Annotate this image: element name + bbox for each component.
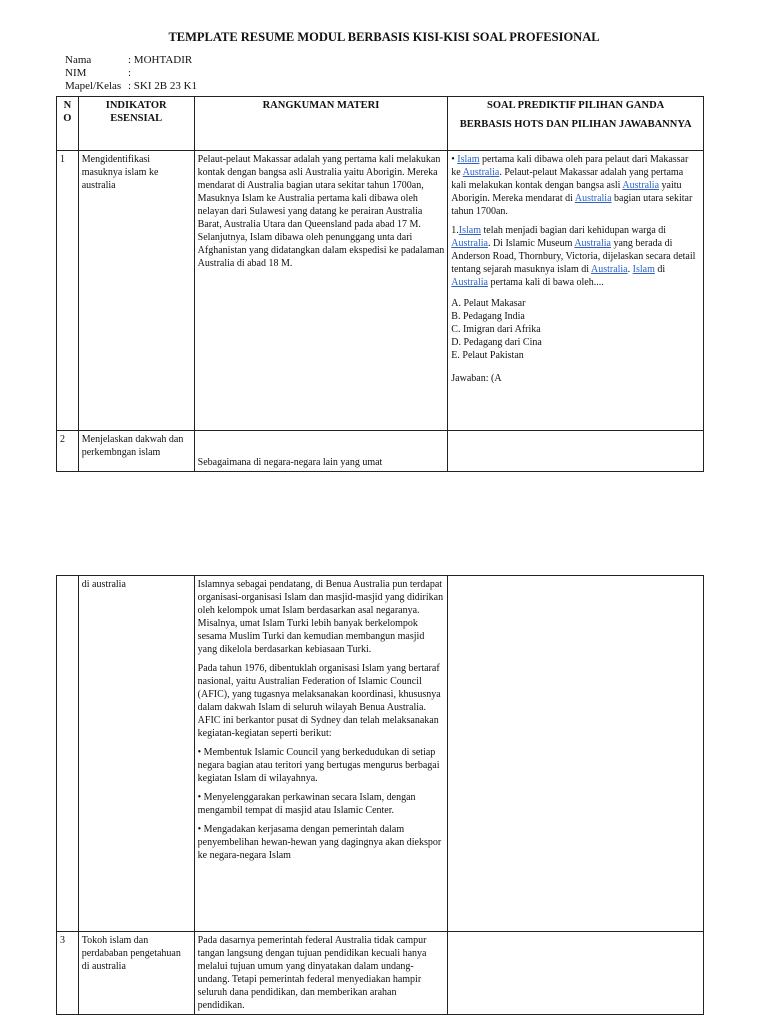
answer-key: Jawaban: (A xyxy=(451,373,502,384)
row2cont-soal xyxy=(448,576,704,932)
row2-rangkuman: Sebagaimana di negara-negara lain yang umat xyxy=(194,431,448,472)
australia-link[interactable]: Australia xyxy=(451,277,488,288)
identity-row-nim xyxy=(65,67,197,80)
identity-label: Nama xyxy=(65,54,92,66)
header-no: N O xyxy=(57,97,79,151)
resume-table-part-2 xyxy=(56,575,704,1015)
islam-link[interactable]: Islam xyxy=(458,225,481,236)
header-rangkuman: RANGKUMAN MATERI xyxy=(194,97,448,151)
australia-link[interactable]: Australia xyxy=(451,238,488,249)
header-soal-line1: SOAL PREDIKTIF PILIHAN GANDA xyxy=(487,100,665,111)
identity-row-nama xyxy=(65,54,197,67)
row1-soal xyxy=(448,151,704,431)
soal-question-paragraph: 1.Islam telah menjadi bagian dari kehidupan warga di Australia. Di Islamic Museum Australia yang berada di Anderson Road, Thornbury, Victoria, dijelaskan secara detail tentang sejarah masuknya islam di Australia. Islam di Australia pertama kali di bawa oleh.... xyxy=(451,225,696,288)
answer-options xyxy=(451,297,700,362)
row3-soal xyxy=(448,932,704,1015)
islam-link[interactable]: Islam xyxy=(457,154,480,165)
identity-value: : MOHTADIR xyxy=(128,54,193,66)
row3-no: 3 xyxy=(57,932,79,1015)
identity-label: NIM xyxy=(65,67,87,79)
rangkuman-paragraph: Pada tahun 1976, dibentuklah organisasi Islam yang bertaraf nasional, yaitu Australian Federation of Islamic Council (AFIC), yang tugasnya melaksanakan koordinasi, khususnya dalam dakwah Islam di seluruh wilayah Benua Australia. AFIC ini berkantor pusat di Sydney dan telah melaksanakan kegiatan-kegiatan seperti berikut: xyxy=(197,663,441,739)
document-title: TEMPLATE RESUME MODUL BERBASIS KISI-KISI SOAL PROFESIONAL xyxy=(168,30,600,44)
row1-indikator: Mengidentifikasi masuknya islam ke australia xyxy=(78,151,194,431)
row2-no: 2 xyxy=(57,431,79,472)
row2-indikator: Menjelaskan dakwah dan perkembngan islam xyxy=(78,431,194,472)
option-d: D. Pedagang dari Cina xyxy=(451,337,542,348)
table-row-3 xyxy=(57,932,704,1015)
rangkuman-bullet: • Mengadakan kerjasama dengan pemerintah dalam penyembelihan hewan-hewan yang dagingnya akan diekspor ke negara-negara Islam xyxy=(197,824,442,861)
australia-link[interactable]: Australia xyxy=(574,193,612,204)
table-row-2-continued xyxy=(57,576,704,932)
rangkuman-bullet: • Menyelenggarakan perkawinan secara Islam, dengan mengambil tempat di masjid atau Islamic Center. xyxy=(197,792,416,816)
header-row xyxy=(57,97,704,151)
header-soal-line2: BERBASIS HOTS DAN PILIHAN JAWABANNYA xyxy=(459,119,692,130)
australia-link[interactable]: Australia xyxy=(462,167,500,178)
option-a: A. Pelaut Makasar xyxy=(451,298,526,309)
identity-value: : SKI 2B 23 K1 xyxy=(128,80,198,92)
rangkuman-bullet: • Membentuk Islamic Council yang berkedudukan di setiap negara bagian atau teritori yang bertugas mengurus berbagai kegiatan Islam di wilayahnya. xyxy=(197,747,440,784)
islam-link[interactable]: Islam xyxy=(632,264,655,275)
table-row-2 xyxy=(57,431,704,472)
option-c: C. Imigran dari Afrika xyxy=(451,324,541,335)
header-soal xyxy=(448,97,704,151)
row2cont-indikator: di australia xyxy=(78,576,194,932)
identity-label: Mapel/Kelas xyxy=(65,80,122,92)
header-indikator: INDIKATOR ESENSIAL xyxy=(78,97,194,151)
option-e: E. Pelaut Pakistan xyxy=(451,350,524,361)
row3-indikator: Tokoh islam dan perdababan pengetahuan di australia xyxy=(78,932,194,1015)
soal-intro-paragraph: • Islam pertama kali dibawa oleh para pelaut dari Makassar ke Australia. Pelaut-pelaut Makassar adalah yang pertama kali melakukan kontak dengan bangsa asli Australia yaitu Aborigin. Mereka mendarat di Australia bagian utara sekitar tahun 1700an. xyxy=(451,154,693,217)
identity-value: : xyxy=(128,67,132,79)
identity-block xyxy=(65,54,197,93)
option-b: B. Pedagang India xyxy=(451,311,525,322)
table-row-1 xyxy=(57,151,704,431)
row2-soal xyxy=(448,431,704,472)
row2cont-rangkuman xyxy=(194,576,448,932)
australia-link[interactable]: Australia xyxy=(622,180,660,191)
row1-rangkuman: Pelaut-pelaut Makassar adalah yang pertama kali melakukan kontak dengan bangsa asli Australia yaitu Aborigin. Mereka mendarat di Australia bagian utara sekitar tahun 1700an, Masuknya Islam ke Australia pertama kali dibawa oleh nelayan dari Sulawesi yang datang ke perairan Australia Barat, Australia Utara dan Queensland pada abad 17 M. Selanjutnya, Islam dibawa oleh penunggang unta dari Afghanistan yang didatangkan dalam ekspedisi ke padalaman Australia di abad 18 M. xyxy=(194,151,448,431)
australia-link[interactable]: Australia xyxy=(574,238,611,249)
row2cont-no xyxy=(57,576,79,932)
rangkuman-paragraph: Islamnya sebagai pendatang, di Benua Australia pun terdapat organisasi-organisasi Islam dan masjid-masjid yang didirikan oleh kelompok umat Islam berdasarkan asal negaranya. Misalnya, umat Islam Turki lebih banyak berkelompok sesama Muslim Turki dan kemudian membangun masjid yang dikelola berdasarkan kebiasaan Turki. xyxy=(197,579,444,655)
identity-row-mapel xyxy=(65,80,197,93)
row3-rangkuman: Pada dasarnya pemerintah federal Australia tidak campur tangan langsung dengan tujuan pendidikan kecuali hanya melalui tujuan umum yang dinyatakan dalam undang-undang. Tetapi pemerintah federal menyediakan hampir seluruh dana pendidikan, dan memberikan arahan pendidikan. xyxy=(194,932,448,1015)
australia-link[interactable]: Australia xyxy=(590,264,628,275)
resume-table-part-1 xyxy=(56,96,704,472)
row1-no: 1 xyxy=(57,151,79,431)
